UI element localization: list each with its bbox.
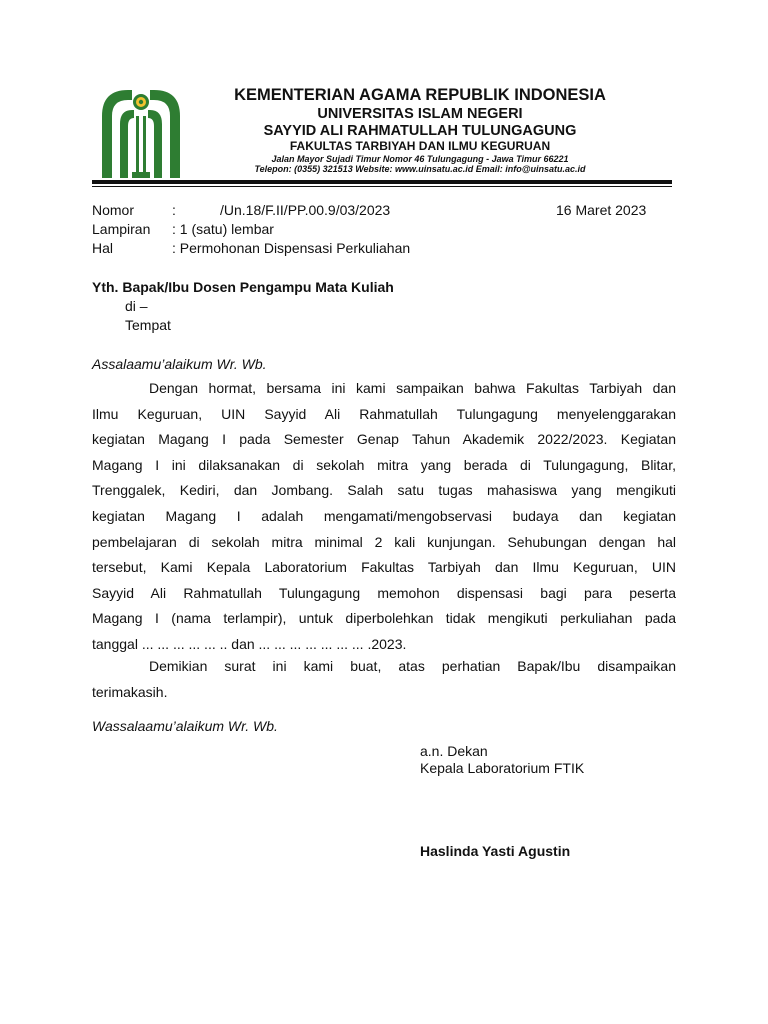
paragraph-line: Ilmu Keguruan, UIN Sayyid Ali Rahmatullah Tulungagung menyelenggarakan (92, 405, 676, 422)
paragraph-line: terimakasih. (92, 683, 168, 700)
body-paragraph-1 (92, 376, 676, 658)
recipient-place: Tempat (125, 317, 171, 333)
nomor-label: Nomor (92, 202, 135, 218)
paragraph-line: kegiatan Magang I pada Semester Genap Tahun Akademik 2022/2023. Kegiatan (92, 431, 676, 448)
paragraph-line: pembelajaran di sekolah mitra minimal 2 kali kunjungan. Sehubungan dengan hal (92, 533, 676, 550)
closing-greeting: Wassalaamu’alaikum Wr. Wb. (92, 718, 278, 734)
recipient-line: Yth. Bapak/Ibu Dosen Pengampu Mata Kuliah (92, 279, 394, 295)
paragraph-line: Demikian surat ini kami buat, atas perhatian Bapak/Ibu disampaikan (149, 658, 676, 674)
paragraph-line: Sayyid Ali Rahmatullah Tulungagung memohon dispensasi bagi para peserta (92, 584, 676, 601)
opening-greeting: Assalaamu’alaikum Wr. Wb. (92, 356, 267, 372)
nomor-colon: : (172, 202, 176, 218)
signatory-name: Haslinda Yasti Agustin (420, 843, 571, 859)
recipient-di: di – (125, 298, 148, 314)
letterhead-divider-thick (92, 180, 672, 184)
paragraph-line: Trenggalek, Kediri, dan Jombang. Salah satu tugas mahasiswa yang mengikuti (92, 482, 676, 499)
body-paragraph-2 (92, 654, 676, 705)
letterhead-university-name: SAYYID ALI RAHMATULLAH TULUNGAGUNG (263, 123, 577, 139)
signature-role-1: a.n. Dekan (420, 743, 488, 759)
lampiran-value: : 1 (satu) lembar (172, 221, 274, 237)
paragraph-line: Magang I (nama terlampir), untuk diperbolehkan tidak mengikuti perkuliahan pada (92, 610, 676, 627)
letterhead-faculty: FAKULTAS TARBIYAH DAN ILMU KEGURUAN (289, 139, 551, 153)
letterhead-university-type: UNIVERSITAS ISLAM NEGERI (317, 106, 523, 122)
letterhead-contact: Telepon: (0355) 321513 Website: www.uinsatu.ac.id Email: info@uinsatu.ac.id (254, 164, 586, 174)
paragraph-line: Magang I ini dilaksanakan di sekolah mitra yang berada di Tulungagung, Blitar, (92, 456, 676, 473)
hal-label: Hal (92, 240, 114, 256)
letter-date: 16 Maret 2023 (556, 202, 647, 218)
paragraph-line: tanggal ... ... ... ... ... .. dan ... ... ... ... ... ... ... .2023. (92, 635, 407, 652)
letterhead-ministry: KEMENTERIAN AGAMA REPUBLIK INDONESIA (234, 86, 606, 104)
lampiran-label: Lampiran (92, 221, 151, 237)
letterhead-divider-thin (92, 186, 672, 187)
paragraph-line: Dengan hormat, bersama ini kami sampaikan bahwa Fakultas Tarbiyah dan (149, 380, 676, 396)
hal-value: : Permohonan Dispensasi Perkuliahan (172, 240, 411, 256)
letterhead-address: Jalan Mayor Sujadi Timur Nomor 46 Tulungagung - Jawa Timur 66221 (271, 154, 569, 164)
university-logo (98, 86, 184, 178)
signature-role-2: Kepala Laboratorium FTIK (420, 760, 585, 776)
nomor-value: /Un.18/F.II/PP.00.9/03/2023 (220, 202, 391, 218)
paragraph-line: kegiatan Magang I adalah mengamati/mengobservasi budaya dan kegiatan (92, 507, 676, 524)
paragraph-line: tersebut, Kami Kepala Laboratorium Fakultas Tarbiyah dan Ilmu Keguruan, UIN (92, 559, 676, 576)
